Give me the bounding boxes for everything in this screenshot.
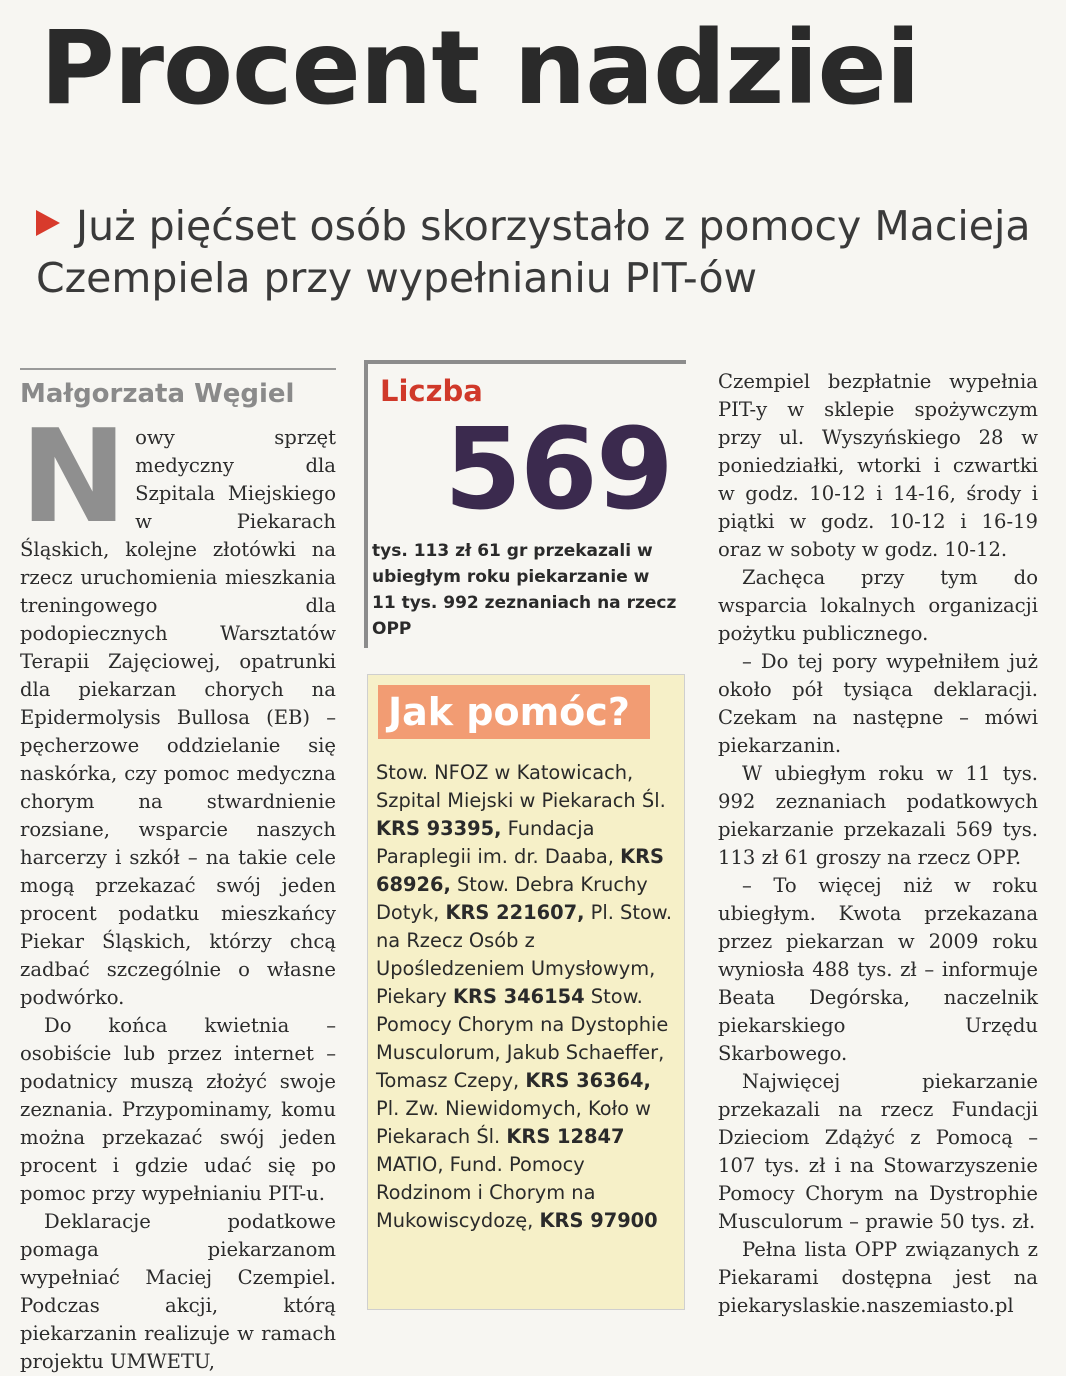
paragraph-2: Do końca kwietnia – osobiście lub przez internet – podatnicy muszą złożyć swoje zeznania. Przypominamy, komu można przekazać swój jeden procent i gdzie udać się po pomoc przy wypełnianiu PIT-u. [20, 1014, 336, 1205]
paragraph-10: Pełna lista OPP związanych z Piekarami dostępna jest na piekaryslaskie.naszemiasto.pl [718, 1238, 1038, 1317]
help-entry-krs: KRS 97900 [539, 1209, 658, 1232]
paragraph-9: Najwięcej piekarzanie przekazali na rzecz Fundacji Dzieciom Zdążyć z Pomocą – 107 tys. zł i na Stowarzyszenie Pomocy Chorym na Dystrophie Musculorum – prawie 50 tys. zł. [718, 1070, 1038, 1233]
help-entry-text: Pl. Stow. na Rzecz Osób z Upośledzeniem Umysłowym, Piekary [376, 901, 673, 1008]
paragraph-4: Czempiel bezpłatnie wypełnia PIT-y w sklepie spożywczym przy ul. Wyszyńskiego 28 w poniedziałki, wtorki i czwartki w godz. 10-12 i 14-16, środy i piątki w godz. 10-12 i 16-19 oraz w soboty w godz. 10-12. [718, 370, 1038, 561]
help-entry-krs: KRS 68926, [376, 845, 665, 896]
help-box-title: Jak pomóc? [378, 685, 650, 739]
triangle-bullet-icon [36, 210, 60, 236]
deck [36, 200, 1036, 304]
help-entry-krs: KRS 221607, [445, 901, 585, 924]
help-entry-krs: KRS 12847 [506, 1125, 625, 1148]
number-box [364, 360, 686, 648]
paragraph-3: Deklaracje podatkowe pomaga piekarzanom wypełniać Maciej Czempiel. Podczas akcji, którą piekarzanin realizuje w ramach projektu UMWETU, [20, 1210, 336, 1373]
help-list [376, 759, 676, 1235]
headline: Procent nadziei [40, 9, 920, 128]
help-entry-krs: KRS 346154 [452, 985, 585, 1008]
paragraph-7: W ubiegłym roku w 11 tys. 992 zeznaniach podatkowych piekarzanie przekazali 569 tys. 113 zł 61 groszy na rzecz OPP. [718, 762, 1038, 869]
dropcap: N [20, 403, 128, 552]
number-box-value: 569 [444, 405, 672, 535]
help-entry-text: Pl. Zw. Niewidomych, Koło w Piekarach Śl. [376, 1097, 651, 1148]
help-entry-text: Stow. Pomocy Chorym na Dystophie Musculorum, Jakub Schaeffer, Tomasz Czepy, [376, 985, 669, 1092]
author-byline: Małgorzata Węgiel [20, 368, 336, 412]
help-entry-krs: KRS 93395, [376, 817, 502, 840]
paragraph-8: – To więcej niż w roku ubiegłym. Kwota przekazana przez piekarzan w 2009 roku wyniosła 488 tys. zł – informuje Beata Degórska, naczelnik piekarskiego Urzędu Skarbowego. [718, 874, 1038, 1065]
paragraph-1 [20, 403, 336, 1012]
number-box-label: Liczba [380, 374, 483, 408]
help-entry-text: Stow. NFOZ w Katowicach, Szpital Miejski w Piekarach Śl. [376, 761, 666, 812]
number-box-caption: tys. 113 zł 61 gr przekazali w ubiegłym roku piekarzanie w 11 tys. 992 zeznaniach na rzecz OPP [372, 541, 677, 639]
help-entry-text: Stow. Debra Kruchy Dotyk, [376, 873, 648, 924]
column-1 [20, 368, 336, 1376]
deck-text: Już pięćset osób skorzystało z pomocy Macieja Czempiela przy wypełnianiu PIT-ów [36, 202, 1031, 302]
paragraph-5: Zachęca przy tym do wsparcia lokalnych organizacji pożytku publicznego. [718, 566, 1038, 645]
help-entry-krs: KRS 36364, [525, 1069, 651, 1092]
paragraph-6: – Do tej pory wypełniłem już około pół tysiąca deklaracji. Czekam na następne – mówi piekarzanin. [718, 650, 1038, 757]
help-entry-text: MATIO, Fund. Pomocy Rodzinom i Chorym na Mukowiscydozę, [376, 1153, 596, 1232]
column-3 [718, 368, 1038, 1320]
help-entry-text: Fundacja Paraplegii im. dr. Daaba, [376, 817, 614, 868]
help-box [367, 674, 685, 1310]
paragraph-1-text: owy sprzęt medyczny dla Szpitala Miejskiego w Piekarach Śląskich, kolejne złotówki na rzecz uruchomienia mieszkania treningowego dla podopiecznych Warsztatów Terapii Zajęciowej, opatrunki dla piekarzan chorych na Epidermolysis Bullosa (EB) – pęcherzowe oddzielanie się naskórka, czy pomoc medyczna chorym na stwardnienie rozsiane, wsparcie naszych harcerzy i szkół – na takie cele mogą przekazać swój jeden procent podatku mieszkańcy Piekar Śląskich, którzy chcą zadbać szczególnie o własne podwórko. [20, 426, 336, 1009]
